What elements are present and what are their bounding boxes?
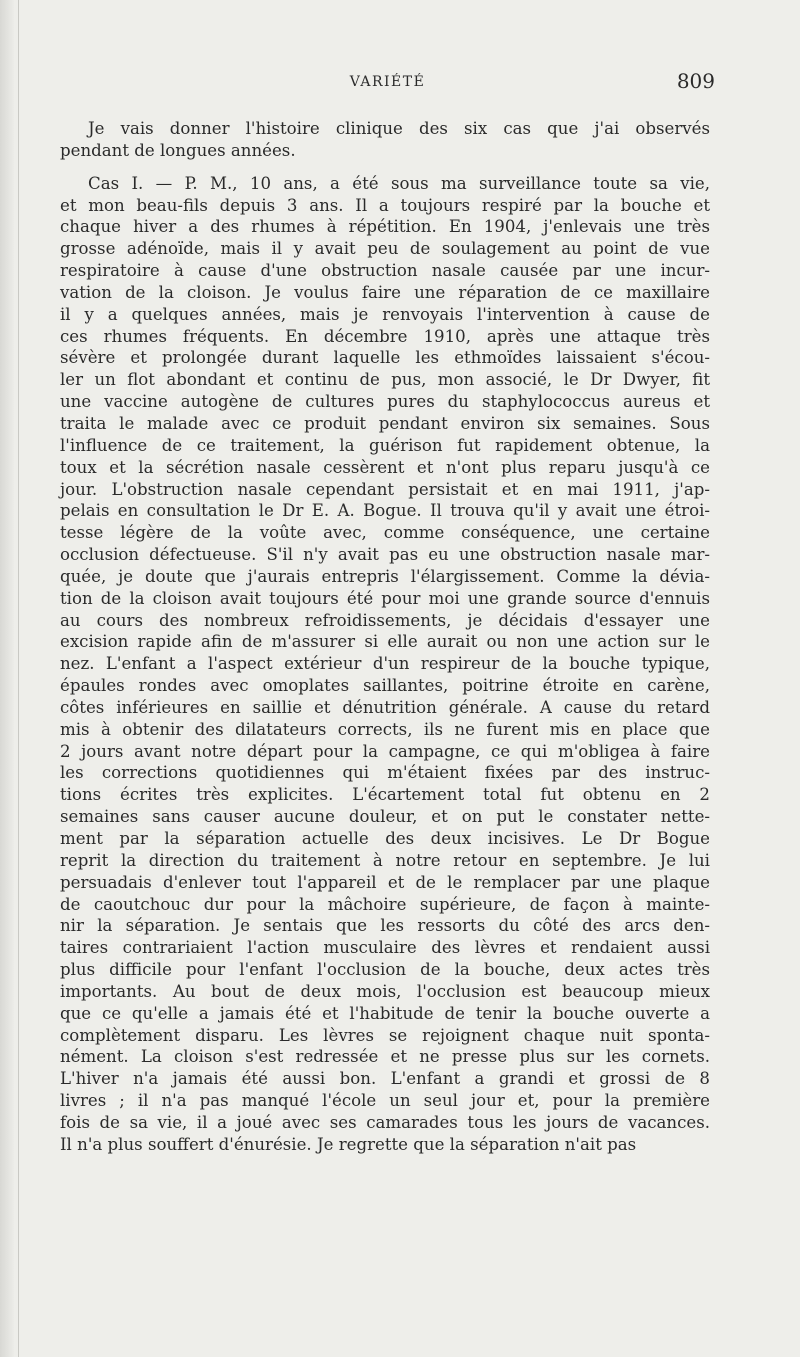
text-line: nir la séparation. Je sentais que les ressorts du côté des arcs den- [60, 916, 710, 936]
text-line: livres ; il n'a pas manqué l'école un seul jour et, pour la première [60, 1091, 710, 1111]
text-line: tesse légère de la voûte avec, comme conséquence, une certaine [60, 523, 710, 543]
text-line: et mon beau-fils depuis 3 ans. Il a toujours respiré par la bouche et [60, 195, 710, 215]
text-line: grosse adénoïde, mais il y avait peu de soulagement au point de vue [60, 239, 710, 259]
text-line: traita le malade avec ce produit pendant environ six semaines. Sous [60, 413, 710, 433]
running-title: VARIÉTÉ [349, 74, 426, 90]
text-line: ler un flot abondant et continu de pus, mon associé, le Dr Dwyer, fit [60, 370, 710, 390]
text-line: nément. La cloison s'est redressée et ne presse plus sur les cornets. [60, 1047, 710, 1067]
text-line: mis à obtenir des dilatateurs corrects, ils ne furent mis en place que [60, 719, 710, 739]
text-line: plus difficile pour l'enfant l'occlusion de la bouche, deux actes très [60, 960, 710, 980]
text-line: taires contrariaient l'action musculaire des lèvres et rendaient aussi [60, 938, 710, 958]
text-line: ces rhumes fréquents. En décembre 1910, après une attaque très [60, 326, 710, 346]
text-line: fois de sa vie, il a joué avec ses camarades tous les jours de vacances. [60, 1112, 710, 1132]
text-line: 2 jours avant notre départ pour la campagne, ce qui m'obligea à faire [60, 741, 710, 761]
page-header [60, 66, 715, 102]
text-line: persuadais d'enlever tout l'appareil et de le remplacer par une plaque [60, 872, 710, 892]
text-line: complètement disparu. Les lèvres se rejoignent chaque nuit sponta- [60, 1025, 710, 1045]
paragraph [60, 173, 710, 1156]
text-line: les corrections quotidiennes qui m'étaient fixées par des instruc- [60, 763, 710, 783]
text-line: épaules rondes avec omoplates saillantes, poitrine étroite en carène, [60, 676, 710, 696]
text-line: Je vais donner l'histoire clinique des six cas que j'ai observés [88, 119, 710, 138]
text-line: Il n'a plus souffert d'énurésie. Je regrette que la séparation n'ait pas [60, 1134, 637, 1154]
text-line: il y a quelques années, mais je renvoyais l'intervention à cause de [60, 304, 710, 324]
page-margin-line [18, 0, 19, 1357]
text-line: côtes inférieures en saillie et dénutrition générale. A cause du retard [60, 697, 710, 717]
text-line: jour. L'obstruction nasale cependant persistait et en mai 1911, j'ap- [60, 479, 710, 499]
text-line: que ce qu'elle a jamais été et l'habitude de tenir la bouche ouverte a [60, 1003, 710, 1023]
text-line: Cas I. — P. M., 10 ans, a été sous ma surveillance toute sa vie, [88, 173, 710, 193]
paragraph-gap [60, 162, 710, 173]
text-line: respiratoire à cause d'une obstruction nasale causée par une incur- [60, 261, 710, 281]
text-line: ment par la séparation actuelle des deux incisives. Le Dr Bogue [60, 829, 710, 848]
text-line: vation de la cloison. Je voulus faire une réparation de ce maxillaire [60, 282, 710, 302]
text-line: chaque hiver a des rhumes à répétition. En 1904, j'enlevais une très [60, 217, 710, 237]
text-line: sévère et prolongée durant laquelle les ethmoïdes laissaient s'écou- [60, 348, 710, 368]
text-line: semaines sans causer aucune douleur, et on put le constater nette- [60, 807, 710, 827]
body-text [60, 118, 710, 1156]
text-line: tions écrites très explicites. L'écartement total fut obtenu en 2 [60, 785, 710, 805]
text-line: reprit la direction du traitement à notre retour en septembre. Je lui [60, 850, 710, 870]
paragraph [60, 118, 710, 162]
text-line: pendant de longues années. [60, 140, 296, 160]
text-line: occlusion défectueuse. S'il n'y avait pas eu une obstruction nasale mar- [60, 545, 710, 565]
page-edge-shadow [0, 0, 14, 1357]
text-line: au cours des nombreux refroidissements, je décidais d'essayer une [60, 610, 710, 630]
text-line: nez. L'enfant a l'aspect extérieur d'un respireur de la bouche typique, [60, 654, 710, 674]
text-line: quée, je doute que j'aurais entrepris l'élargissement. Comme la dévia- [60, 566, 710, 586]
text-line: excision rapide afin de m'assurer si elle aurait ou non une action sur le [60, 632, 710, 652]
text-line: importants. Au bout de deux mois, l'occlusion est beaucoup mieux [60, 981, 710, 1001]
text-line: une vaccine autogène de cultures pures du staphylococcus aureus et [60, 392, 710, 412]
text-line: de caoutchouc dur pour la mâchoire supérieure, de façon à mainte- [60, 894, 710, 914]
text-line: tion de la cloison avait toujours été pour moi une grande source d'ennuis [60, 588, 710, 608]
page-number: 809 [676, 69, 715, 93]
text-line: pelais en consultation le Dr E. A. Bogue. Il trouva qu'il y avait une étroi- [60, 501, 710, 521]
text-line: l'influence de ce traitement, la guérison fut rapidement obtenue, la [60, 435, 710, 455]
text-line: toux et la sécrétion nasale cessèrent et n'ont plus reparu jusqu'à ce [60, 457, 710, 477]
text-line: L'hiver n'a jamais été aussi bon. L'enfant a grandi et grossi de 8 [60, 1069, 710, 1089]
